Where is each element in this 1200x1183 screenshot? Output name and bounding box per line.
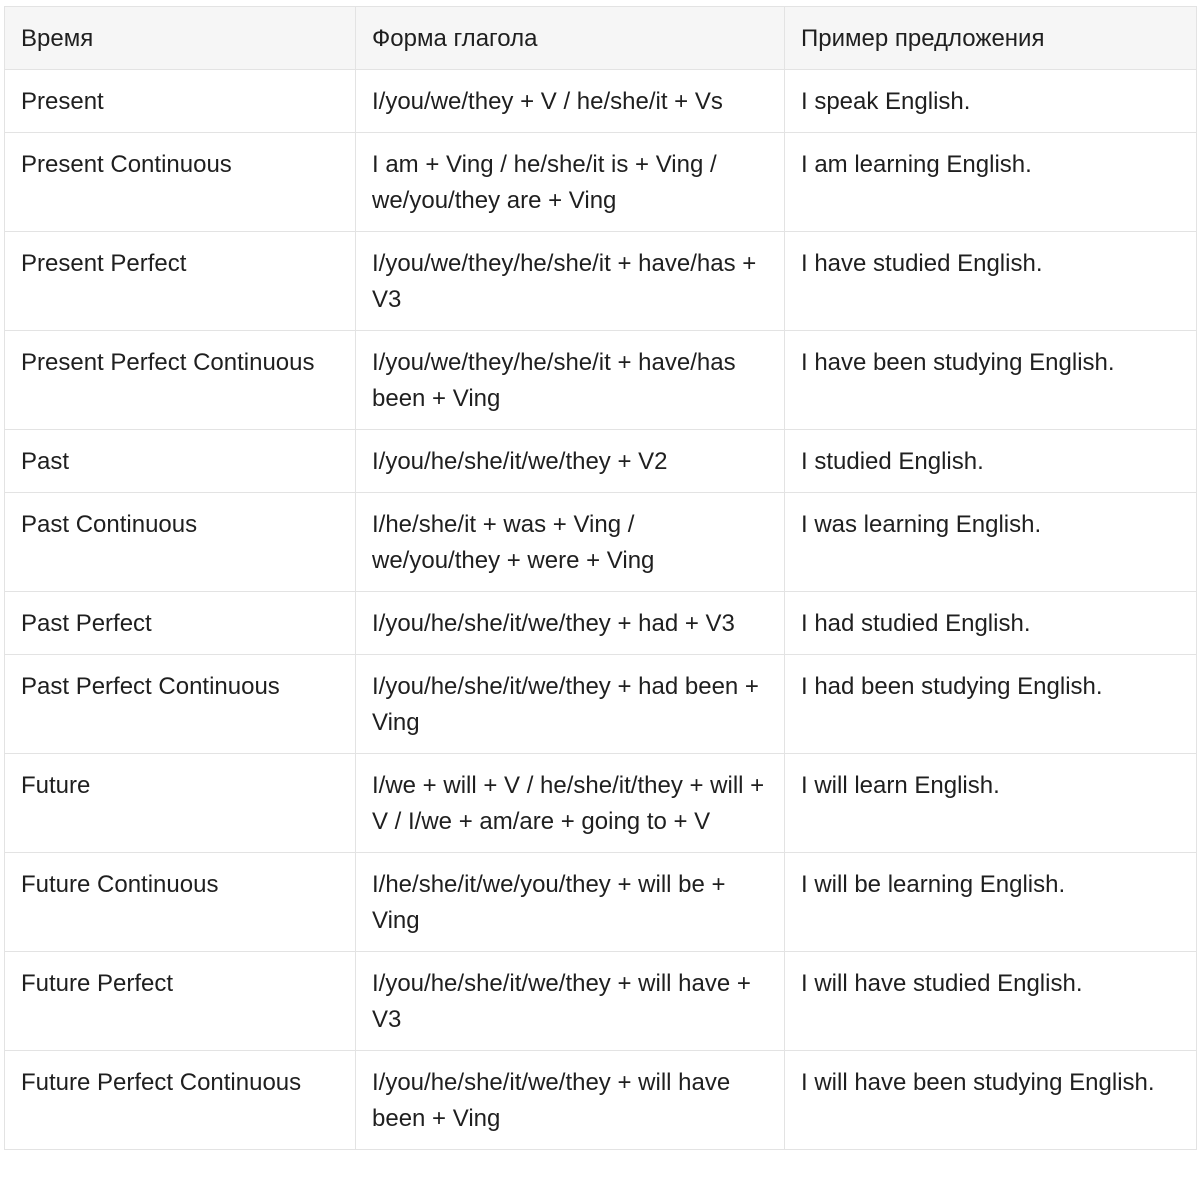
verb-form-cell: I/he/she/it + was + Ving / we/you/they + were + Ving [356, 493, 785, 592]
table-row [5, 430, 1197, 493]
table-row [5, 754, 1197, 853]
table-row [5, 70, 1197, 133]
example-cell: I was learning English. [785, 493, 1197, 592]
table-row [5, 592, 1197, 655]
table-row [5, 232, 1197, 331]
verb-form-cell: I/you/he/she/it/we/they + will have been + Ving [356, 1051, 785, 1150]
table-row [5, 853, 1197, 952]
tense-cell: Present [5, 70, 356, 133]
table-row [5, 133, 1197, 232]
example-cell: I had been studying English. [785, 655, 1197, 754]
verb-form-cell: I am + Ving / he/she/it is + Ving / we/you/they are + Ving [356, 133, 785, 232]
tense-cell: Present Perfect Continuous [5, 331, 356, 430]
verb-form-cell: I/you/he/she/it/we/they + had been + Ving [356, 655, 785, 754]
verb-form-cell: I/you/he/she/it/we/they + will have + V3 [356, 952, 785, 1051]
table-row [5, 1051, 1197, 1150]
tense-cell: Present Perfect [5, 232, 356, 331]
verb-form-cell: I/you/we/they/he/she/it + have/has + V3 [356, 232, 785, 331]
tense-cell: Future [5, 754, 356, 853]
example-cell: I will be learning English. [785, 853, 1197, 952]
header-tense: Время [5, 7, 356, 70]
table-row [5, 952, 1197, 1051]
tense-cell: Past Perfect [5, 592, 356, 655]
tense-cell: Past Continuous [5, 493, 356, 592]
example-cell: I will have studied English. [785, 952, 1197, 1051]
verb-form-cell: I/you/we/they + V / he/she/it + Vs [356, 70, 785, 133]
example-cell: I will have been studying English. [785, 1051, 1197, 1150]
example-cell: I will learn English. [785, 754, 1197, 853]
verb-form-cell: I/he/she/it/we/you/they + will be + Ving [356, 853, 785, 952]
verb-form-cell: I/you/we/they/he/she/it + have/has been + Ving [356, 331, 785, 430]
table-row [5, 493, 1197, 592]
table-header [5, 7, 1197, 70]
example-cell: I studied English. [785, 430, 1197, 493]
tenses-table-container [4, 6, 1197, 1150]
tense-cell: Future Perfect [5, 952, 356, 1051]
tense-cell: Present Continuous [5, 133, 356, 232]
header-example: Пример предложения [785, 7, 1197, 70]
tense-cell: Past Perfect Continuous [5, 655, 356, 754]
table-body [5, 70, 1197, 1150]
tense-cell: Future Continuous [5, 853, 356, 952]
example-cell: I have been studying English. [785, 331, 1197, 430]
example-cell: I have studied English. [785, 232, 1197, 331]
example-cell: I am learning English. [785, 133, 1197, 232]
header-row [5, 7, 1197, 70]
tense-cell: Past [5, 430, 356, 493]
tense-cell: Future Perfect Continuous [5, 1051, 356, 1150]
verb-form-cell: I/you/he/she/it/we/they + had + V3 [356, 592, 785, 655]
example-cell: I had studied English. [785, 592, 1197, 655]
table-row [5, 331, 1197, 430]
verb-form-cell: I/we + will + V / he/she/it/they + will + V / I/we + am/are + going to + V [356, 754, 785, 853]
verb-form-cell: I/you/he/she/it/we/they + V2 [356, 430, 785, 493]
tenses-table [4, 6, 1197, 1150]
example-cell: I speak English. [785, 70, 1197, 133]
table-row [5, 655, 1197, 754]
header-verb-form: Форма глагола [356, 7, 785, 70]
